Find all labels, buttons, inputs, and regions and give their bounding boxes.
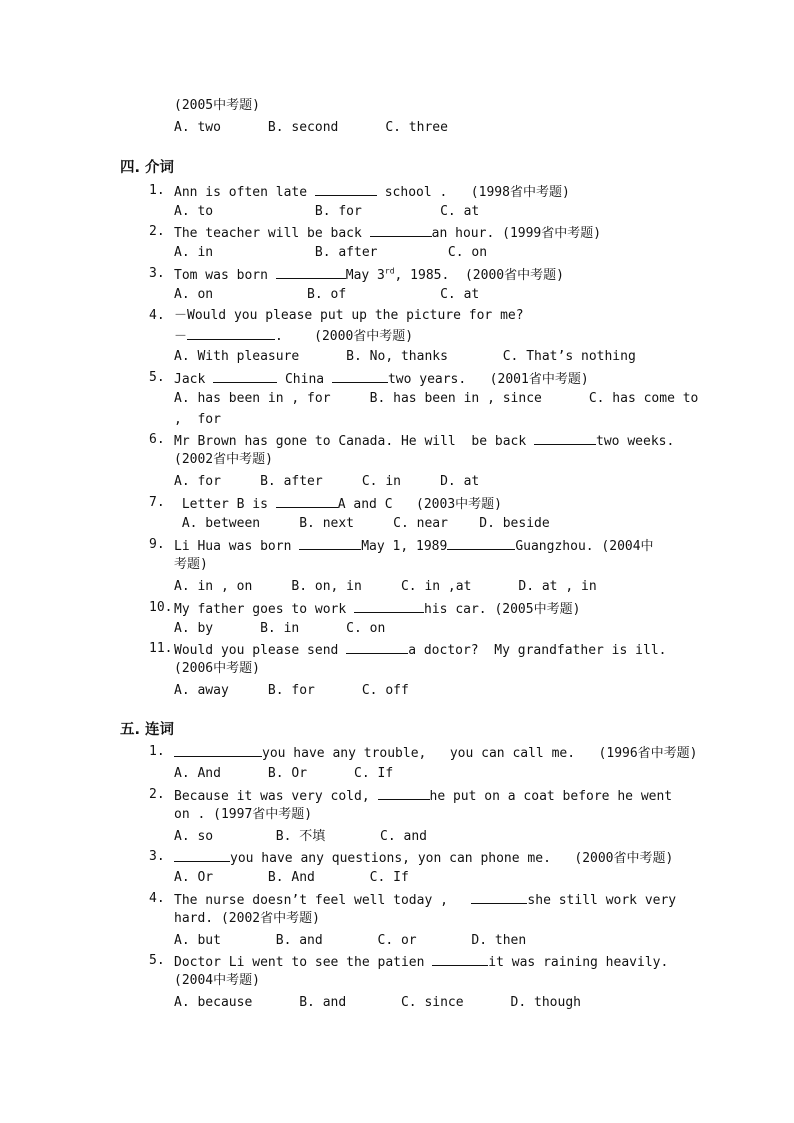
answer-options: A. And B. Or C. If bbox=[174, 766, 394, 781]
question-text: The nurse doesn’t feel well today , she still work very bbox=[174, 889, 676, 911]
answer-blank bbox=[332, 368, 388, 383]
question-source: 考题) bbox=[174, 557, 208, 572]
section-heading-prepositions: 四. 介词 bbox=[120, 160, 175, 176]
question-text: －Would you please put up the picture for me? bbox=[174, 308, 524, 323]
question-text: on . (1997省中考题) bbox=[174, 807, 313, 822]
question-text: Mr Brown has gone to Canada. He will be back two weeks. bbox=[174, 430, 674, 452]
question-text: － . (2000省中考题) bbox=[174, 325, 413, 347]
answer-blank bbox=[213, 368, 277, 383]
answer-options: A. in , on B. on, in C. in ,at D. at , in bbox=[174, 579, 597, 594]
answer-blank bbox=[174, 742, 262, 757]
question-number: 1. bbox=[149, 744, 165, 759]
question-text: Ann is often late school . (1998省中考题) bbox=[174, 181, 570, 203]
question-number: 5. bbox=[149, 953, 165, 968]
question-text: Because it was very cold, he put on a coat before he went bbox=[174, 785, 672, 807]
question-text: Jack China two years. (2001省中考题) bbox=[174, 368, 589, 390]
answer-blank bbox=[370, 222, 432, 237]
question-text: hard. (2002省中考题) bbox=[174, 911, 320, 926]
answer-blank bbox=[534, 430, 596, 445]
answer-blank bbox=[378, 785, 430, 800]
question-source: (2005中考题) bbox=[174, 98, 260, 113]
question-number: 3. bbox=[149, 849, 165, 864]
question-text: The teacher will be back an hour. (1999省中考题) bbox=[174, 222, 601, 244]
question-number: 5. bbox=[149, 370, 165, 385]
answer-options: A. in B. after C. on bbox=[174, 245, 488, 260]
question-source: (2002省中考题) bbox=[174, 452, 273, 467]
question-number: 10. bbox=[149, 600, 173, 615]
question-text: you have any trouble, you can call me. (1996省中考题) bbox=[174, 742, 698, 764]
answer-blank bbox=[276, 493, 338, 508]
question-number: 4. bbox=[149, 308, 165, 323]
question-text: Tom was born May 3rd, 1985. (2000省中考题) bbox=[174, 264, 564, 286]
answer-options: A. on B. of C. at bbox=[174, 287, 480, 302]
answer-options: A. two B. second C. three bbox=[174, 120, 448, 135]
question-number: 4. bbox=[149, 891, 165, 906]
answer-options: A. so B. 不填 C. and bbox=[174, 829, 427, 844]
question-text: Li Hua was born May 1, 1989 Guangzhou. (2004中 bbox=[174, 535, 654, 557]
question-text: Would you please send a doctor? My grandfather is ill. bbox=[174, 639, 666, 661]
answer-options: A. by B. in C. on bbox=[174, 621, 386, 636]
question-number: 3. bbox=[149, 266, 165, 281]
answer-blank bbox=[471, 889, 527, 904]
answer-options: A. because B. and C. since D. though bbox=[174, 995, 581, 1010]
answer-blank bbox=[346, 639, 408, 654]
answer-blank bbox=[354, 598, 424, 613]
question-text: Letter B is A and C (2003中考题) bbox=[174, 493, 502, 515]
answer-options: , for bbox=[174, 412, 221, 427]
question-text: Doctor Li went to see the patien it was raining heavily. bbox=[174, 951, 668, 973]
answer-options: A. With pleasure B. No, thanks C. That’s nothing bbox=[174, 349, 636, 364]
answer-options: A. away B. for C. off bbox=[174, 683, 409, 698]
question-source: (2004中考题) bbox=[174, 973, 260, 988]
answer-blank bbox=[315, 181, 377, 196]
answer-options: A. but B. and C. or D. then bbox=[174, 933, 527, 948]
question-text: you have any questions, yon can phone me. (2000省中考题) bbox=[174, 847, 673, 869]
answer-options: A. to B. for C. at bbox=[174, 204, 480, 219]
question-number: 6. bbox=[149, 432, 165, 447]
question-number: 1. bbox=[149, 183, 165, 198]
answer-options: A. has been in , for B. has been in , since C. has come to bbox=[174, 391, 699, 406]
question-number: 2. bbox=[149, 787, 165, 802]
answer-blank bbox=[447, 535, 515, 550]
answer-options: A. for B. after C. in D. at bbox=[174, 474, 480, 489]
answer-blank bbox=[276, 264, 346, 279]
question-number: 11. bbox=[149, 641, 173, 656]
answer-options: A. between B. next C. near D. beside bbox=[174, 516, 550, 531]
question-number: 9. bbox=[149, 537, 165, 552]
section-heading-conjunctions: 五. 连词 bbox=[120, 722, 175, 738]
answer-blank bbox=[299, 535, 361, 550]
answer-blank bbox=[432, 951, 488, 966]
answer-options: A. Or B. And C. If bbox=[174, 870, 409, 885]
question-text: My father goes to work his car. (2005中考题) bbox=[174, 598, 580, 620]
question-number: 7. bbox=[149, 495, 165, 510]
question-number: 2. bbox=[149, 224, 165, 239]
answer-blank bbox=[174, 847, 230, 862]
answer-blank bbox=[187, 325, 275, 340]
question-source: (2006中考题) bbox=[174, 661, 260, 676]
